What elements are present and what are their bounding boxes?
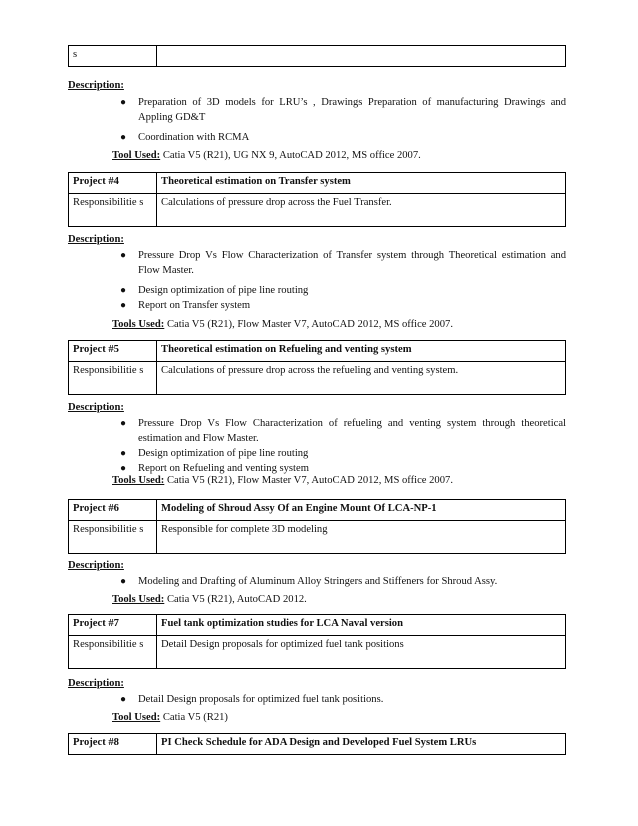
project-title: Theoretical estimation on Transfer system: [157, 173, 566, 194]
list-item: [120, 95, 566, 125]
responsibility-text: Responsible for complete 3D modeling: [157, 521, 566, 554]
bullet-icon: ●: [120, 694, 127, 705]
table-cell: [157, 46, 566, 67]
bullet-list: [120, 416, 566, 476]
bullet-text: Modeling and Drafting of Aluminum Alloy Stringers and Stiffeners for Shroud Assy.: [138, 576, 498, 587]
description-label: Description:: [68, 402, 124, 413]
responsibilities-label: Responsibilitie s: [69, 636, 157, 669]
description-label: Description:: [68, 234, 124, 245]
responsibility-text: Calculations of pressure drop across the refueling and venting system.: [157, 362, 566, 395]
tools-label: Tools Used:: [112, 475, 165, 486]
tools-label: Tool Used:: [112, 150, 161, 161]
table-row: [69, 521, 566, 554]
bullet-text: Report on Refueling and venting system: [138, 463, 309, 474]
list-item: [120, 416, 566, 446]
continued-table: [68, 45, 566, 67]
list-item: [120, 130, 566, 145]
bullet-icon: ●: [120, 300, 127, 311]
table-row: [69, 46, 566, 67]
project-table-6: [68, 499, 566, 554]
bullet-text: Detail Design proposals for optimized fuel tank positions.: [138, 694, 384, 705]
project-id: Project #4: [69, 173, 157, 194]
tools-value: Catia V5 (R21), Flow Master V7, AutoCAD 2012, MS office 2007.: [164, 475, 453, 486]
bullet-text: Design optimization of pipe line routing: [138, 448, 309, 459]
table-row: [69, 615, 566, 636]
project-table-7: [68, 614, 566, 669]
table-row: [69, 341, 566, 362]
responsibilities-label: Responsibilitie s: [69, 194, 157, 227]
bullet-icon: ●: [120, 250, 127, 261]
bullet-text: Report on Transfer system: [138, 300, 251, 311]
tools-value: Catia V5 (R21), AutoCAD 2012.: [164, 594, 307, 605]
bullet-list: [120, 95, 566, 145]
project-title: Fuel tank optimization studies for LCA Naval version: [157, 615, 566, 636]
tools-used: [112, 711, 228, 724]
list-item: [120, 283, 566, 298]
tools-used: [112, 474, 453, 487]
bullet-list: [120, 248, 566, 313]
list-item: [120, 298, 566, 313]
tools-used: [112, 593, 307, 606]
table-row: [69, 636, 566, 669]
project-id: Project #8: [69, 734, 157, 755]
list-item: [120, 574, 566, 589]
table-row: [69, 500, 566, 521]
table-row: [69, 173, 566, 194]
bullet-icon: ●: [120, 463, 127, 474]
bullet-icon: ●: [120, 132, 127, 143]
project-table-8: [68, 733, 566, 755]
project-title: Theoretical estimation on Refueling and venting system: [157, 341, 566, 362]
project-id: Project #5: [69, 341, 157, 362]
table-row: [69, 362, 566, 395]
description-label: Description:: [68, 678, 124, 689]
project-id: Project #6: [69, 500, 157, 521]
responsibility-text: Detail Design proposals for optimized fuel tank positions: [157, 636, 566, 669]
responsibilities-label: Responsibilitie s: [69, 362, 157, 395]
responsibility-text: Calculations of pressure drop across the Fuel Transfer.: [157, 194, 566, 227]
description-label: Description:: [68, 560, 124, 571]
bullet-icon: ●: [120, 285, 127, 296]
tools-used: [112, 318, 453, 331]
bullet-text: Pressure Drop Vs Flow Characterization of Transfer system through Theoretical estimation and Flow Master.: [138, 250, 566, 276]
tools-value: Catia V5 (R21), Flow Master V7, AutoCAD 2012, MS office 2007.: [164, 319, 453, 330]
tools-used: [112, 149, 421, 162]
bullet-text: Preparation of 3D models for LRU’s , Drawings Preparation of manufacturing Drawings and Appling GD&T: [138, 97, 566, 123]
project-table-5: [68, 340, 566, 395]
project-id: Project #7: [69, 615, 157, 636]
bullet-icon: ●: [120, 97, 127, 108]
tools-value: Catia V5 (R21), UG NX 9, AutoCAD 2012, MS office 2007.: [160, 150, 421, 161]
bullet-icon: ●: [120, 448, 127, 459]
project-title: PI Check Schedule for ADA Design and Developed Fuel System LRUs: [157, 734, 566, 755]
tools-label: Tools Used:: [112, 594, 165, 605]
description-label: Description:: [68, 80, 124, 91]
bullet-text: Coordination with RCMA: [138, 132, 250, 143]
tools-value: Catia V5 (R21): [160, 712, 228, 723]
table-cell: s: [69, 46, 157, 67]
list-item: [120, 446, 566, 461]
project-title: Modeling of Shroud Assy Of an Engine Mount Of LCA-NP-1: [157, 500, 566, 521]
list-item: [120, 692, 566, 707]
bullet-text: Pressure Drop Vs Flow Characterization of refueling and venting system through theoretical estimation and Flow Master.: [138, 418, 566, 444]
list-item: [120, 248, 566, 278]
tools-label: Tool Used:: [112, 712, 161, 723]
table-row: [69, 734, 566, 755]
responsibilities-label: Responsibilitie s: [69, 521, 157, 554]
bullet-icon: ●: [120, 576, 127, 587]
bullet-list: [120, 692, 566, 707]
tools-label: Tools Used:: [112, 319, 165, 330]
bullet-list: [120, 574, 566, 589]
bullet-icon: ●: [120, 418, 127, 429]
bullet-text: Design optimization of pipe line routing: [138, 285, 309, 296]
project-table-4: [68, 172, 566, 227]
table-row: [69, 194, 566, 227]
